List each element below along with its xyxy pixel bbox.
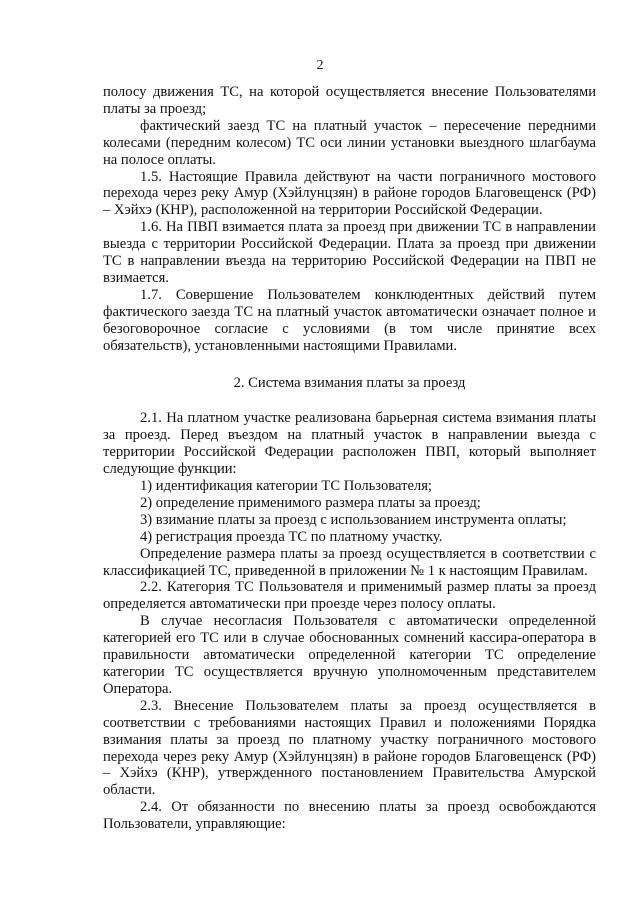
paragraph-2-2: 2.2. Категория ТС Пользователя и применимый размер платы за проезд определяется автоматически при проезде через полосу оплаты. [103, 579, 596, 613]
paragraph-2-4: 2.4. От обязанности по внесению платы за проезд освобождаются Пользователи, управляющие: [103, 799, 596, 833]
paragraph-disagreement: В случае несогласия Пользователя с автоматически определенной категорией его ТС или в случае обоснованных сомнений кассира-оператора в правильности автоматически определенной категории ТС определение категории ТС осуществляется вручную уполномоченным представителем Оператора. [103, 613, 596, 697]
paragraph-continuation: полосу движения ТС, на которой осуществляется внесение Пользователями платы за проезд; [103, 84, 596, 117]
paragraph-1-7: 1.7. Совершение Пользователем конклюдентных действий путем фактического заезда ТС на платный участок автоматически означает полное и безоговорочное согласие с условиями (в том числе принятие всех обязательств), установленными настоящими Правилами. [103, 286, 596, 354]
paragraph-definition-actual-entry: фактический заезд ТС на платный участок – пересечение передними колесами (передним колесом) ТС оси линии установки выездного шлагбаума на полосе оплаты. [103, 117, 596, 168]
page-number: 2 [316, 58, 324, 73]
paragraph-1-6: 1.6. На ПВП взимается плата за проезд при движении ТС в направлении выезда с территории Российской Федерации. Плата за проезд при движении ТС в направлении въезда на территорию Российской Федерации на ПВП не взимается. [103, 219, 596, 286]
paragraph-2-1: 2.1. На платном участке реализована барьерная система взимания платы за проезд. Перед въездом на платный участок в направлении выезда с территории Российской Федерации расположен ПВП, который выполняет следующие функции: [103, 410, 596, 478]
list-item-function-4: 4) регистрация проезда ТС по платному участку. [140, 528, 443, 545]
list-item-function-1: 1) идентификация категории ТС Пользователя; [140, 478, 432, 495]
list-item-function-2: 2) определение применимого размера платы за проезд; [140, 494, 481, 511]
paragraph-fee-determination: Определение размера платы за проезд осуществляется в соответствии с классификацией ТС, приведенной в приложении № 1 к настоящим Правилам. [103, 545, 596, 579]
section-heading: 2. Система взимания платы за проезд [233, 374, 466, 391]
paragraph-1-5: 1.5. Настоящие Правила действуют на части пограничного мостового перехода через реку Амур (Хэйлунцзян) в районе городов Благовещенск (РФ) – Хэйхэ (КНР), расположенной на территории Российской Федерации. [103, 168, 596, 219]
document-body [103, 84, 596, 833]
list-item-function-3: 3) взимание платы за проезд с использованием инструмента оплаты; [140, 511, 567, 528]
paragraph-2-3: 2.3. Внесение Пользователем платы за проезд осуществляется в соответствии с требованиями настоящих Правил и положениями Порядка взимания платы за проезд по платному участку пограничного мостового перехода через реку Амур (Хэйлунцзян) в районе городов Благовещенск (РФ) – Хэйхэ (КНР), утвержденного постановлением Правительства Амурской области. [103, 697, 596, 799]
